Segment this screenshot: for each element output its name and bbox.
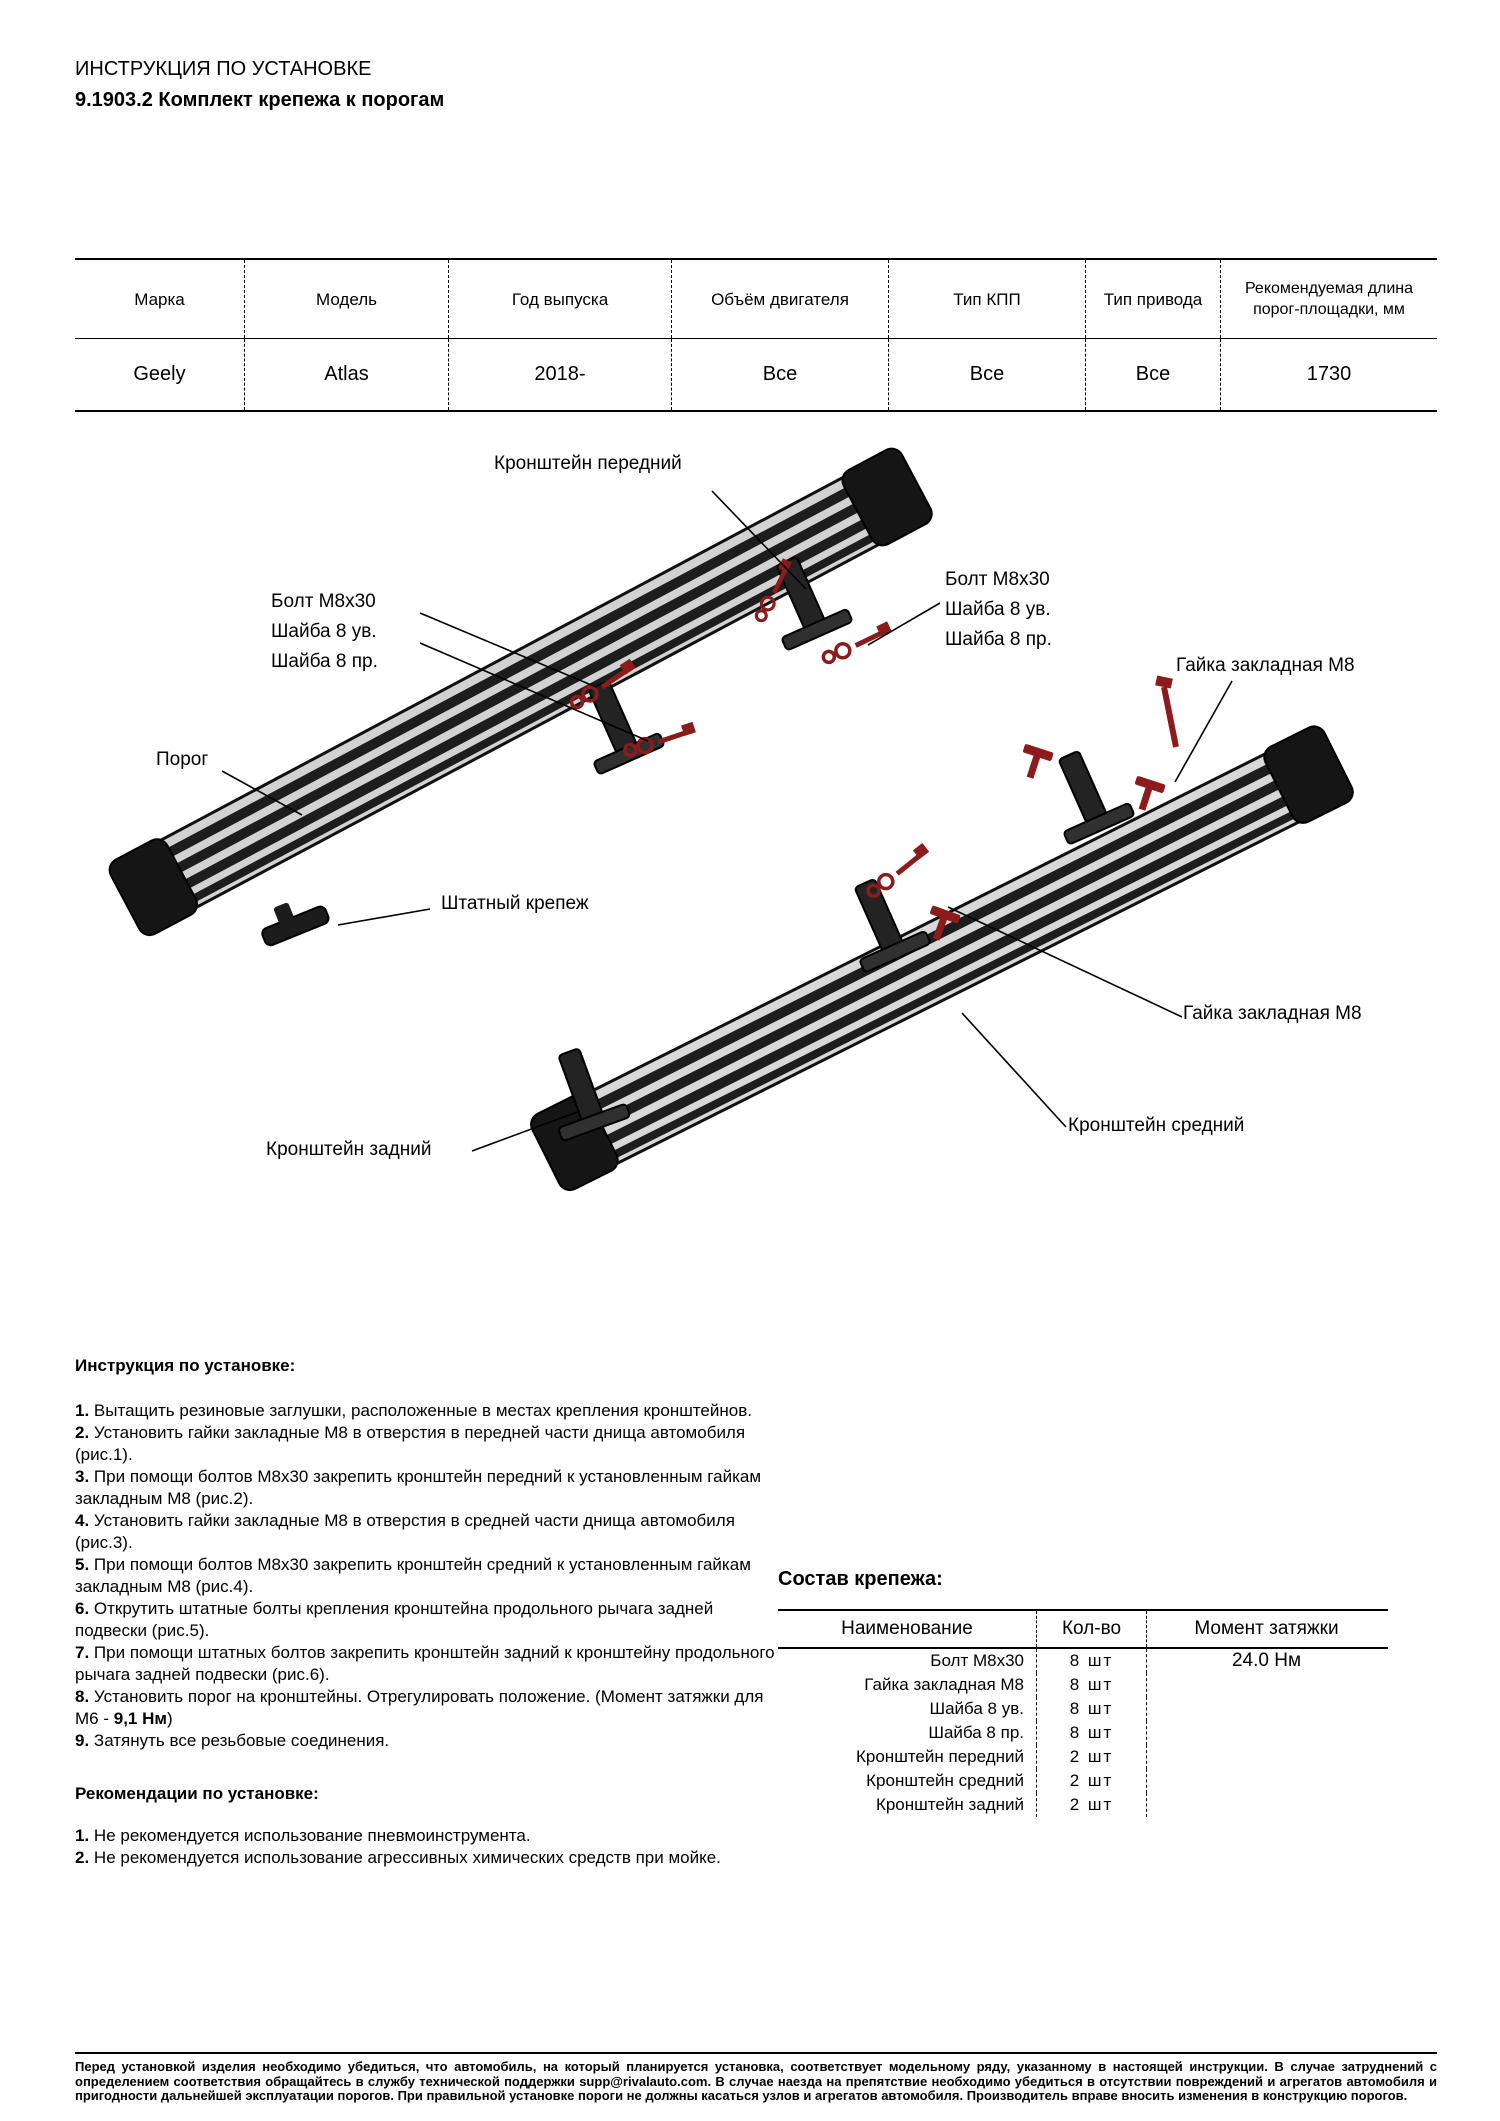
instructions-heading: Инструкция по установке:: [75, 1356, 296, 1375]
value-drive: Все: [1085, 339, 1220, 410]
footer-divider: [75, 2052, 1437, 2054]
recommendation-1-text: Не рекомендуется использование пневмоинструмента.: [93, 1826, 531, 1845]
part-qty: 2 шт: [1036, 1745, 1146, 1769]
step-7-text: При помощи штатных болтов закрепить кронштейн задний к кронштейну продольного рычага задней подвески (рис.6).: [75, 1643, 775, 1684]
step-9-text: Затянуть все резьбовые соединения.: [93, 1731, 390, 1750]
value-brand: Geely: [133, 363, 186, 385]
parts-table: [778, 1609, 1388, 1817]
label-embedded-nut-bottom: Гайка закладная М8: [1183, 1003, 1362, 1024]
footer-disclaimer: Перед установкой изделия необходимо убедиться, что автомобиль, на который планируется установка, соответствует модельному ряду, указанному в настоящей инструкции. В случае затруднений с определением соответствия обращайтесь в службу технической поддержки supp@rivalauto.com. В случае наезда на препятствие необходимо убедиться в отсутствии повреждений и агрегатов автомобиля и пригодности дальнейшей эксплуатации порогов. При правильной установке пороги не должны касаться узлов и агрегатов автомобиля. Производитель вправе вносить изменения в конструкцию порогов.: [75, 2059, 1437, 2103]
assembly-diagram-drawing: [0, 447, 1500, 1277]
label-rear-bracket: Кронштейн задний: [266, 1139, 432, 1160]
value-engine: Все: [671, 339, 888, 410]
part-name: Кронштейн задний: [875, 1795, 1024, 1814]
header-drive: Тип привода: [1085, 260, 1220, 338]
step-5: [75, 1554, 775, 1598]
vehicle-table-data-row: [75, 339, 1437, 410]
parts-row: [778, 1721, 1388, 1745]
header-length: Рекомендуемая длина порог-площадки, мм: [1220, 260, 1437, 338]
torque-empty: [1146, 1697, 1386, 1721]
parts-row: [778, 1649, 1388, 1673]
step-1: [75, 1400, 775, 1422]
label-front-bracket: Кронштейн передний: [494, 453, 682, 474]
part-qty: 8 шт: [1036, 1697, 1146, 1721]
label-middle-bracket: Кронштейн средний: [1068, 1115, 1245, 1136]
title-block: [75, 58, 444, 112]
parts-row: [778, 1745, 1388, 1769]
label-stock-fastener: Штатный крепеж: [441, 893, 589, 914]
label-sill: Порог: [156, 749, 209, 770]
step-4-text: Установить гайки закладные М8 в отверстия в средней части днища автомобиля (рис.3).: [75, 1511, 735, 1552]
step-2: [75, 1422, 775, 1466]
recommendation-2: [75, 1847, 775, 1869]
part-qty: 2 шт: [1036, 1769, 1146, 1793]
assembly-diagram: [0, 447, 1500, 1277]
part-name: Кронштейн передний: [856, 1747, 1024, 1766]
label-bolt-right: Болт М8х30: [945, 569, 1050, 590]
parts-list: [778, 1568, 1388, 1817]
step-3-text: При помощи болтов М8х30 закрепить кронштейн передний к установленным гайкам закладным М8 (рис.2).: [75, 1467, 762, 1508]
part-name: Гайка закладная М8: [864, 1675, 1024, 1694]
running-board-front-graphic: [105, 447, 936, 939]
part-name: Болт М8х30: [930, 1651, 1024, 1670]
step-5-text: При помощи болтов М8х30 закрепить кронштейн средний к установленным гайкам закладным М8 (рис.4).: [75, 1555, 751, 1596]
parts-col-name: Наименование: [841, 1618, 973, 1639]
torque-empty: [1146, 1793, 1386, 1817]
step-9: [75, 1730, 775, 1752]
parts-table-header: [778, 1611, 1388, 1649]
parts-row: [778, 1769, 1388, 1793]
torque-empty: [1146, 1745, 1386, 1769]
part-qty: 8 шт: [1036, 1673, 1146, 1697]
value-model: Atlas: [244, 339, 448, 410]
torque-value: 24.0 Нм: [1146, 1649, 1386, 1673]
installation-instructions: [75, 1355, 775, 1869]
step-3-number: 3.: [75, 1467, 90, 1486]
header-model: Модель: [244, 260, 448, 338]
torque-empty: [1146, 1673, 1386, 1697]
part-qty: 8 шт: [1036, 1649, 1146, 1673]
step-4: [75, 1510, 775, 1554]
part-name: Шайба 8 пр.: [928, 1723, 1024, 1742]
vehicle-table-header-row: [75, 260, 1437, 339]
part-qty: 2 шт: [1036, 1793, 1146, 1817]
step-5-number: 5.: [75, 1555, 90, 1574]
step-8-torque-value: 9,1 Нм: [113, 1709, 167, 1728]
parts-col-qty: Кол-во: [1036, 1611, 1146, 1647]
recommendation-1: [75, 1825, 775, 1847]
header-year: Год выпуска: [448, 260, 671, 338]
step-8: [75, 1686, 775, 1730]
header-engine: Объём двигателя: [671, 260, 888, 338]
label-bolt-group-left: [271, 587, 378, 677]
step-3: [75, 1466, 775, 1510]
value-year: 2018-: [448, 339, 671, 410]
header-brand: Марка: [134, 289, 185, 309]
step-4-number: 4.: [75, 1511, 90, 1530]
recommendations-heading: Рекомендации по установке:: [75, 1784, 319, 1803]
step-6: [75, 1598, 775, 1642]
step-1-number: 1.: [75, 1401, 90, 1420]
step-9-number: 9.: [75, 1731, 90, 1750]
label-embedded-nut-top: Гайка закладная М8: [1176, 655, 1355, 676]
page-subtitle: 9.1903.2 Комплект крепежа к порогам: [75, 89, 445, 111]
part-name: Шайба 8 ув.: [929, 1699, 1024, 1718]
recommendation-2-number: 2.: [75, 1848, 90, 1867]
recommendation-2-text: Не рекомендуется использование агрессивных химических средств при мойке.: [93, 1848, 721, 1867]
step-7-number: 7.: [75, 1643, 90, 1662]
part-qty: 8 шт: [1036, 1721, 1146, 1745]
step-2-number: 2.: [75, 1423, 90, 1442]
step-8-tail: ): [166, 1709, 173, 1728]
stock-fastener-graphic: [254, 890, 330, 947]
step-8-number: 8.: [75, 1687, 90, 1706]
recommendation-1-number: 1.: [75, 1826, 90, 1845]
step-8-text: Установить порог на кронштейны. Отрегулировать положение. (Момент затяжки для М6 -: [75, 1687, 764, 1728]
torque-empty: [1146, 1721, 1386, 1745]
parts-row: [778, 1697, 1388, 1721]
header-gearbox: Тип КПП: [888, 260, 1085, 338]
label-washer-uv-right: Шайба 8 ув.: [945, 599, 1051, 620]
torque-empty: [1146, 1769, 1386, 1793]
parts-col-torque: Момент затяжки: [1146, 1611, 1386, 1647]
parts-heading: Состав крепежа:: [778, 1568, 943, 1590]
value-length: 1730: [1220, 339, 1437, 410]
label-bolt-group-right: [945, 565, 1052, 655]
vehicle-spec-table: [75, 258, 1437, 412]
label-washer-uv-left: Шайба 8 ув.: [271, 621, 377, 642]
step-6-text: Открутить штатные болты крепления кронштейна продольного рычага задней подвески (рис.5).: [75, 1599, 714, 1640]
step-2-text: Установить гайки закладные М8 в отверстия в передней части днища автомобиля (рис.1).: [75, 1423, 746, 1464]
label-washer-pr-left: Шайба 8 пр.: [271, 651, 378, 672]
label-bolt-left: Болт М8х30: [271, 591, 376, 612]
step-7: [75, 1642, 775, 1686]
step-6-number: 6.: [75, 1599, 90, 1618]
part-name: Кронштейн средний: [866, 1771, 1024, 1790]
parts-row: [778, 1793, 1388, 1817]
label-washer-pr-right: Шайба 8 пр.: [945, 629, 1052, 650]
step-1-text: Вытащить резиновые заглушки, расположенные в местах крепления кронштейнов.: [93, 1401, 752, 1420]
page-title: ИНСТРУКЦИЯ ПО УСТАНОВКЕ: [75, 58, 372, 80]
parts-row: [778, 1673, 1388, 1697]
value-gearbox: Все: [888, 339, 1085, 410]
